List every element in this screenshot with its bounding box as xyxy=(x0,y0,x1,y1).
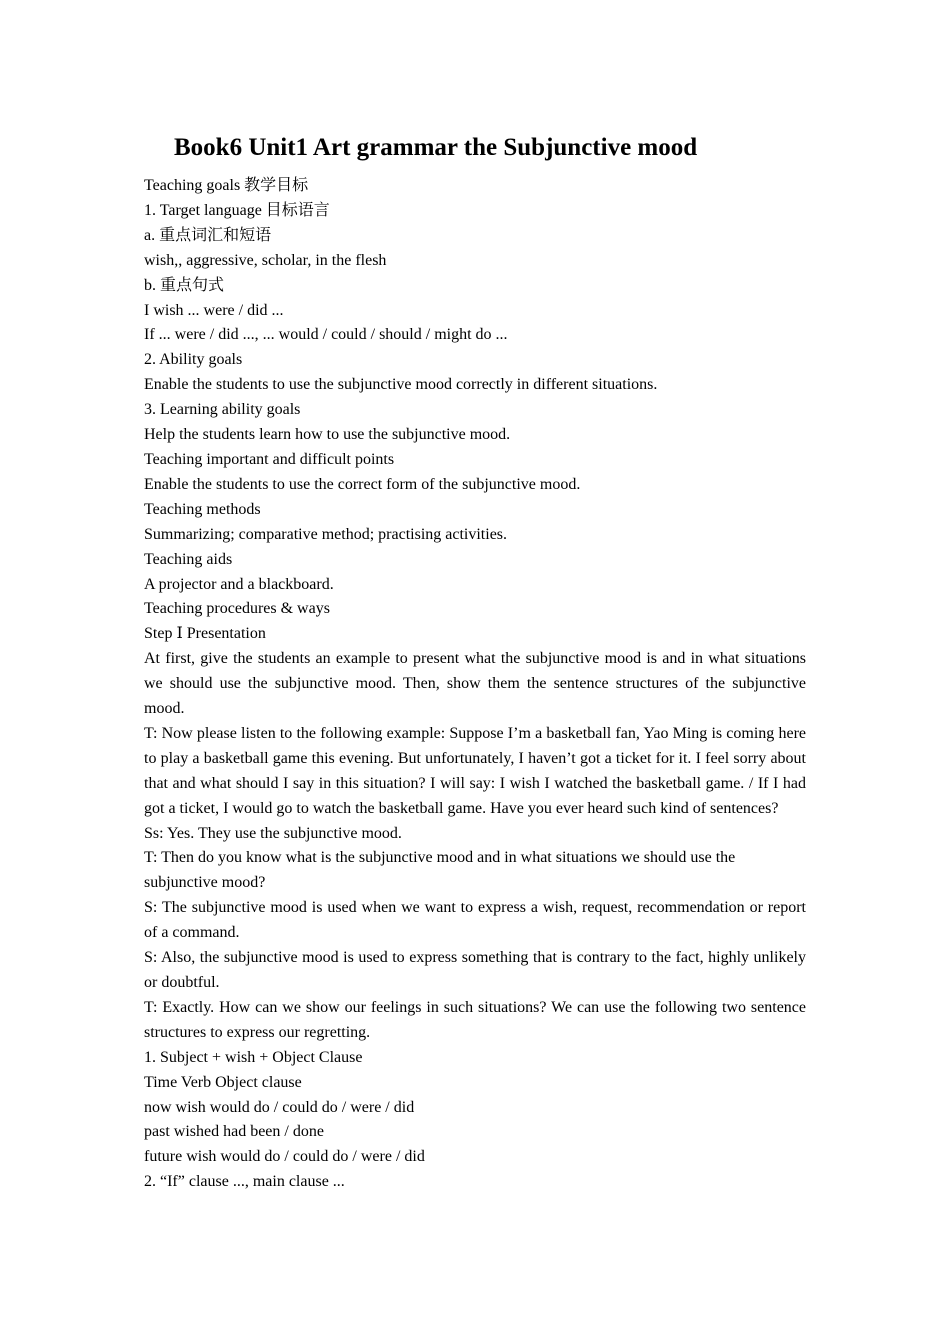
document-title: Book6 Unit1 Art grammar the Subjunctive mood xyxy=(174,134,698,161)
paragraph: S: The subjunctive mood is used when we want to express a wish, request, recommendation or report of a command. xyxy=(144,899,806,942)
structure-line: now wish would do / could do / were / did xyxy=(144,1098,415,1116)
text-line: Enable the students to use the correct form of the subjunctive mood. xyxy=(144,475,581,493)
text-line: A projector and a blackboard. xyxy=(144,575,334,593)
text-line: Step Ⅰ Presentation xyxy=(144,625,266,643)
paragraph: At first, give the students an example to present what the subjunctive mood is and in what situations we should use the subjunctive mood. Then, show them the sentence structures of the subjunctive mood. xyxy=(144,650,806,718)
text-line: Teaching important and difficult points xyxy=(144,450,395,468)
text-line: Help the students learn how to use the subjunctive mood. xyxy=(144,426,511,444)
text-line: Enable the students to use the subjunctive mood correctly in different situations. xyxy=(144,376,658,394)
text-line: b. 重点句式 xyxy=(144,276,225,294)
text-line: Summarizing; comparative method; practising activities. xyxy=(144,525,508,543)
structure-line: 1. Subject + wish + Object Clause xyxy=(144,1048,363,1066)
text-line: a. 重点词汇和短语 xyxy=(144,226,272,244)
text-line: Teaching aids xyxy=(144,550,233,568)
text-line: 1. Target language 目标语言 xyxy=(144,201,330,219)
text-line: If ... were / did ..., ... would / could / should / might do ... xyxy=(144,326,508,344)
paragraph: S: Also, the subjunctive mood is used to express something that is contrary to the fact, highly unlikely or doubtful. xyxy=(144,949,806,991)
text-line: 3. Learning ability goals xyxy=(144,401,301,419)
paragraph: T: Exactly. How can we show our feelings in such situations? We can use the following two sentence structures to express our regretting. xyxy=(144,998,806,1041)
paragraph: T: Now please listen to the following example: Suppose I’m a basketball fan, Yao Ming is coming here to play a basketball game this evening. But unfortunately, I haven’t got a ticket for it. I feel sorry about that and what should I say in this situation? I will say: I wish I watched the basketball game. / If I had got a ticket, I would go to watch the basketball game. Have you ever heard such kind of sentences? xyxy=(144,724,806,817)
paragraph: T: Then do you know what is the subjunctive mood and in what situations we should use the subjunctive mood? xyxy=(144,849,736,892)
text-line: wish,, aggressive, scholar, in the flesh xyxy=(144,251,387,269)
structure-line: future wish would do / could do / were / did xyxy=(144,1148,425,1166)
structure-line: Time Verb Object clause xyxy=(144,1073,302,1091)
document-body xyxy=(144,174,806,1195)
text-line: Teaching methods xyxy=(144,500,261,518)
text-line: Teaching goals 教学目标 xyxy=(144,177,309,194)
text-line: Teaching procedures & ways xyxy=(144,600,330,618)
text-line: I wish ... were / did ... xyxy=(144,301,284,319)
structure-line: past wished had been / done xyxy=(144,1123,324,1141)
structure-line: 2. “If” clause ..., main clause ... xyxy=(144,1173,345,1191)
paragraph: Ss: Yes. They use the subjunctive mood. xyxy=(144,824,402,842)
text-line: 2. Ability goals xyxy=(144,351,243,369)
